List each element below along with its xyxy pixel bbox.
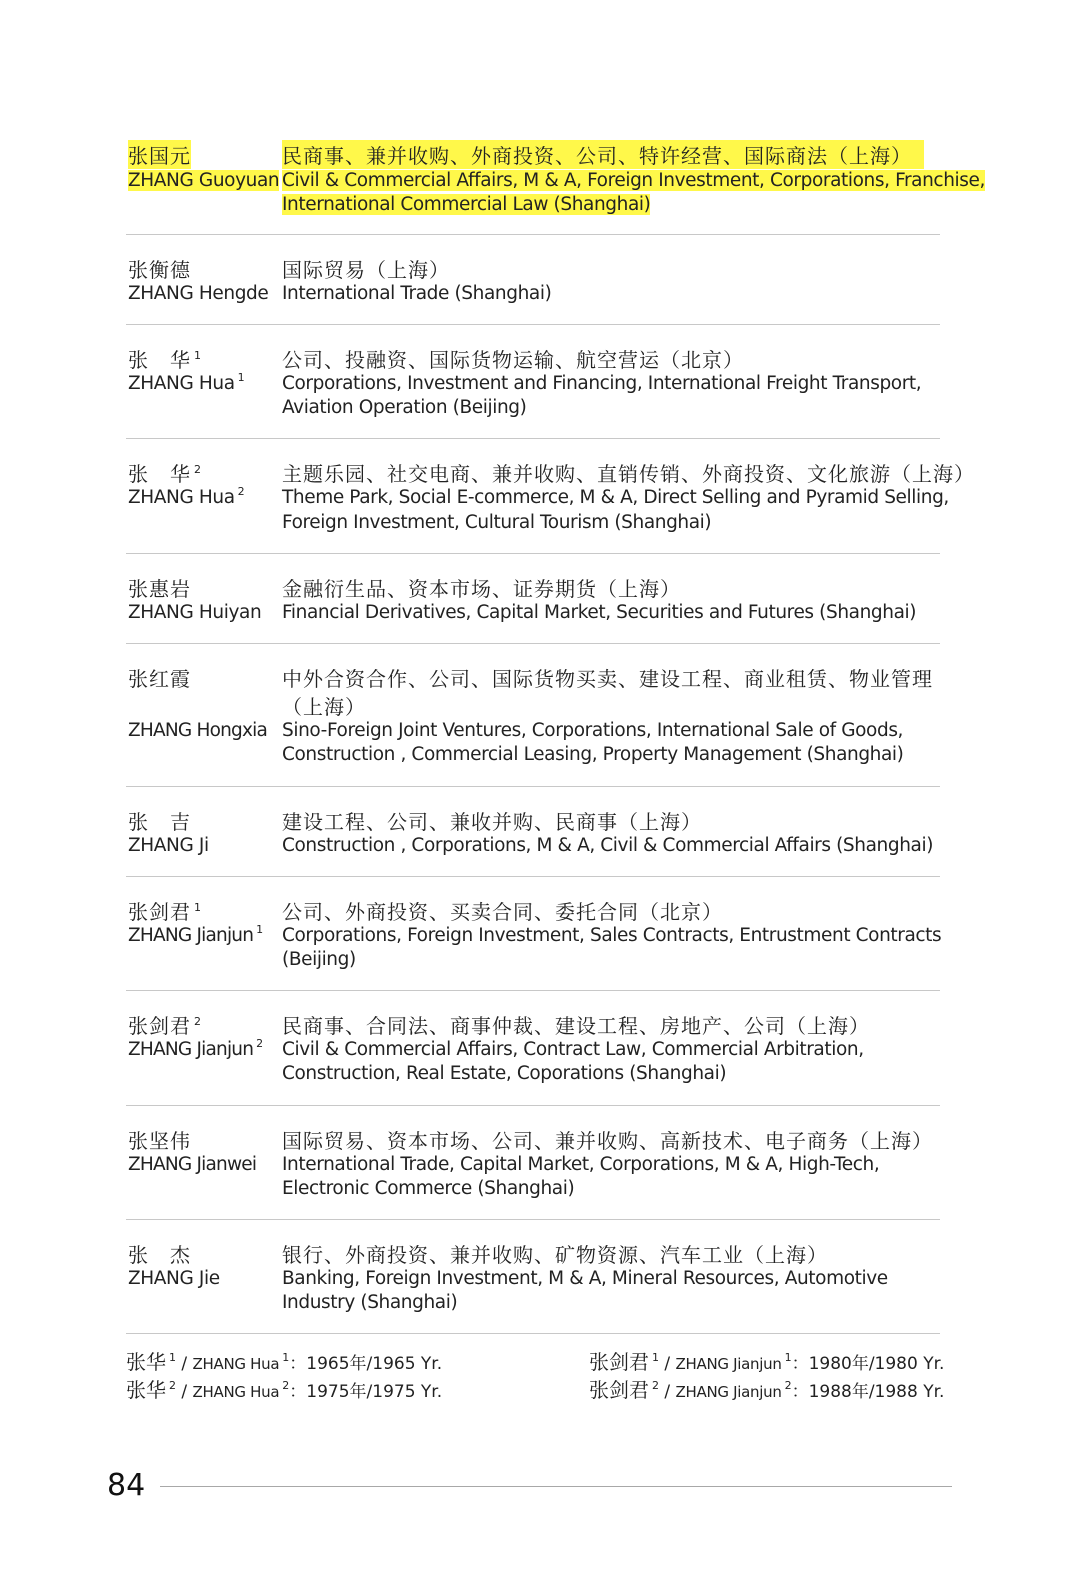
practice-en-line: Foreign Investment, Cultural Tourism (Shanghai) xyxy=(282,512,712,533)
name-en: ZHANG Ji xyxy=(128,835,209,856)
directory-entry xyxy=(126,1220,940,1334)
directory-entry xyxy=(126,325,940,439)
practice-en-line: Theme Park, Social E-commerce, M & A, Direct Selling and Pyramid Selling, xyxy=(282,487,949,508)
name-cn: 张 华 $^1$ xyxy=(128,348,202,372)
practice-cn-line: 公司、投融资、国际货物运输、航空营运（北京） xyxy=(282,348,744,372)
directory-entry xyxy=(126,877,940,991)
directory-entry xyxy=(126,787,940,877)
lawyer-directory xyxy=(126,135,985,1334)
directory-entry xyxy=(126,644,940,787)
name-en: ZHANG Hua $^2$ xyxy=(128,485,245,508)
footnote: 张剑君 $^2$ / ZHANG Jianjun $^2$：1988年/1988 Yr. xyxy=(589,1378,945,1402)
practice-en-line: International Trade (Shanghai) xyxy=(282,283,552,304)
practice-en-line: (Beijing) xyxy=(282,949,356,970)
directory-entry xyxy=(126,1106,940,1220)
practice-cn-line: 金融衍生品、资本市场、证券期货（上海） xyxy=(282,577,681,601)
name-cn: 张剑君 $^2$ xyxy=(128,1014,202,1038)
directory-entry xyxy=(126,235,940,325)
footnote: 张华 $^1$ / ZHANG Hua $^1$：1965年/1965 Yr. xyxy=(126,1350,443,1374)
practice-en-line: Civil & Commercial Affairs, Contract Law, Commercial Arbitration, xyxy=(282,1039,864,1060)
name-sup: 1 xyxy=(237,371,245,384)
name-cn: 张 杰 xyxy=(128,1243,191,1267)
name-en: ZHANG Jianwei xyxy=(128,1154,257,1175)
practice-en-line: Financial Derivatives, Capital Market, Securities and Futures (Shanghai) xyxy=(282,602,917,623)
name-en: ZHANG Guoyuan xyxy=(128,170,280,191)
directory-entry xyxy=(126,991,940,1106)
name-en: ZHANG Jie xyxy=(128,1268,220,1289)
name-en: ZHANG Hongxia xyxy=(128,720,268,741)
name-sup: 2 xyxy=(194,1015,202,1028)
name-cn: 张惠岩 xyxy=(128,577,191,601)
practice-en-line: Construction , Commercial Leasing, Property Management (Shanghai) xyxy=(282,744,904,765)
page-number: 84 xyxy=(107,1468,146,1503)
name-en: ZHANG Jianjun $^2$ xyxy=(128,1037,263,1060)
footer-rule xyxy=(160,1486,952,1487)
practice-en-line: Corporations, Foreign Investment, Sales Contracts, Entrustment Contracts xyxy=(282,925,942,946)
name-en: ZHANG Huiyan xyxy=(128,602,262,623)
practice-cn-line: 建设工程、公司、兼收并购、民商事（上海） xyxy=(282,810,702,834)
practice-en-line: International Commercial Law (Shanghai) xyxy=(282,194,651,215)
practice-en-line: Electronic Commerce (Shanghai) xyxy=(282,1178,575,1199)
practice-cn-line: 国际贸易（上海） xyxy=(282,258,450,282)
practice-cn-line: 主题乐园、社交电商、兼并收购、直销传销、外商投资、文化旅游（上海） xyxy=(282,462,975,486)
name-cn: 张国元 xyxy=(128,140,191,169)
practice-en-line: Aviation Operation (Beijing) xyxy=(282,397,527,418)
footnote: 张华 $^2$ / ZHANG Hua $^2$：1975年/1975 Yr. xyxy=(126,1378,443,1402)
practice-en-line: Banking, Foreign Investment, M & A, Mineral Resources, Automotive xyxy=(282,1268,888,1289)
practice-cn-line: 国际贸易、资本市场、公司、兼并收购、高新技术、电子商务（上海） xyxy=(282,1129,933,1153)
practice-cn-line: 公司、外商投资、买卖合同、委托合同（北京） xyxy=(282,900,723,924)
name-en: ZHANG Hengde xyxy=(128,283,269,304)
name-en: ZHANG Jianjun $^1$ xyxy=(128,923,263,946)
name-cn: 张 吉 xyxy=(128,810,191,834)
name-en: ZHANG Hua $^1$ xyxy=(128,371,245,394)
practice-en-line: International Trade, Capital Market, Corporations, M & A, High-Tech, xyxy=(282,1154,880,1175)
name-sup: 1 xyxy=(194,901,202,914)
birth-year-footnotes xyxy=(126,1346,945,1406)
directory-entry xyxy=(126,554,940,644)
practice-cn-line: 银行、外商投资、兼并收购、矿物资源、汽车工业（上海） xyxy=(282,1243,828,1267)
directory-entry xyxy=(126,439,975,554)
practice-cn-line: （上海） xyxy=(282,695,366,719)
name-cn: 张衡德 xyxy=(128,258,191,282)
practice-en-line: Industry (Shanghai) xyxy=(282,1292,458,1313)
practice-en-line: Corporations, Investment and Financing, International Freight Transport, xyxy=(282,373,922,394)
practice-en-line: Construction , Corporations, M & A, Civil & Commercial Affairs (Shanghai) xyxy=(282,835,934,856)
practice-en-line: Sino-Foreign Joint Ventures, Corporations, International Sale of Goods, xyxy=(282,720,904,741)
practice-cn-line: 中外合资合作、公司、国际货物买卖、建设工程、商业租赁、物业管理 xyxy=(282,667,933,691)
name-sup: 2 xyxy=(256,1037,263,1050)
name-sup: 2 xyxy=(194,463,202,476)
practice-cn-line: 民商事、合同法、商事仲裁、建设工程、房地产、公司（上海） xyxy=(282,1014,870,1038)
name-cn: 张 华 $^2$ xyxy=(128,462,202,486)
name-sup: 1 xyxy=(256,923,263,936)
name-cn: 张坚伟 xyxy=(128,1129,191,1153)
name-cn: 张红霞 xyxy=(128,667,191,691)
name-sup: 2 xyxy=(237,485,245,498)
practice-en-line: Construction, Real Estate, Coporations (Shanghai) xyxy=(282,1063,727,1084)
name-cn: 张剑君 $^1$ xyxy=(128,900,202,924)
name-sup: 1 xyxy=(194,349,202,362)
directory-entry xyxy=(126,135,985,235)
practice-en-line: Civil & Commercial Affairs, M & A, Foreign Investment, Corporations, Franchise, xyxy=(282,170,985,191)
practice-cn-line: 民商事、兼并收购、外商投资、公司、特许经营、国际商法（上海） xyxy=(282,140,924,169)
footnote: 张剑君 $^1$ / ZHANG Jianjun $^1$：1980年/1980 Yr. xyxy=(589,1350,945,1374)
